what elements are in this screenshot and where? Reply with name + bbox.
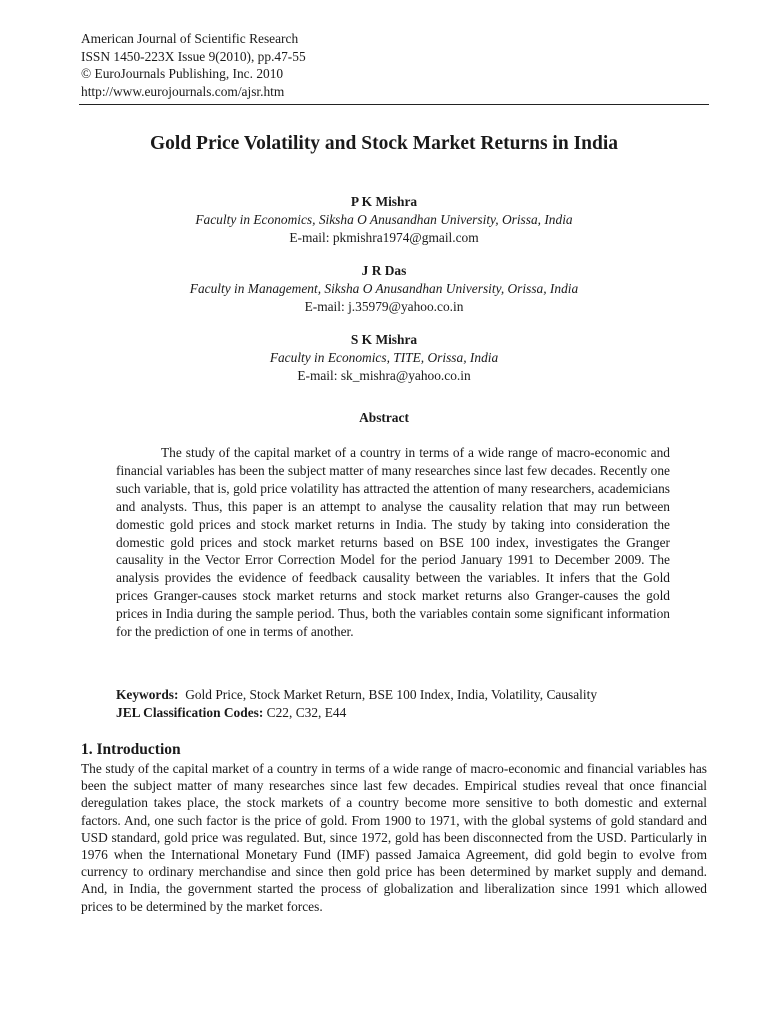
- journal-header: [81, 30, 306, 100]
- keywords-label: Keywords:: [116, 687, 179, 702]
- author-block: [0, 262, 768, 316]
- header-divider: [79, 104, 709, 105]
- jel-line: [116, 704, 696, 722]
- journal-copyright: © EuroJournals Publishing, Inc. 2010: [81, 66, 284, 81]
- journal-url: http://www.eurojournals.com/ajsr.htm: [81, 83, 285, 99]
- author-email: E-mail: pkmishra1974@gmail.com: [289, 230, 479, 245]
- jel-label: JEL Classification Codes:: [116, 705, 264, 720]
- author-affiliation: Faculty in Economics, TITE, Orissa, India: [269, 350, 499, 365]
- paper-title: Gold Price Volatility and Stock Market Returns in India: [149, 133, 619, 154]
- abstract-heading: Abstract: [359, 410, 409, 425]
- author-name: P K Mishra: [350, 194, 418, 209]
- keywords-line: [116, 686, 696, 704]
- jel-value: C22, C32, E44: [266, 705, 347, 720]
- section-heading-introduction: 1. Introduction: [81, 741, 181, 758]
- author-email: E-mail: j.35979@yahoo.co.in: [304, 299, 464, 314]
- author-block: [0, 193, 768, 247]
- author-block: [0, 331, 768, 385]
- author-affiliation: Faculty in Management, Siksha O Anusandhan University, Orissa, India: [189, 281, 579, 296]
- author-affiliation: Faculty in Economics, Siksha O Anusandhan University, Orissa, India: [195, 212, 573, 227]
- introduction-text: The study of the capital market of a country in terms of a wide range of macro-economic and financial variables has been the subject matter of many researches since last few decades. Empirical studies reveal that once financial deregulation takes place, the stock markets of a country become more sensitive to both domestic and external factors. And, one such factor is the price of gold. From 1900 to 1971, with the global systems of gold standard and USD standard, gold price was regulated. But, since 1972, gold has been disconnected from the USD. Particularly in 1976 when the International Monetary Fund (IMF) passed Jamaica Agreement, did gold begin to evolve from currency to ordinary merchandise and since then gold price has been determined by market supply and demand. And, in India, the government started the process of globalization and liberalization since 1991 which allowed prices to be determined by the market forces.: [81, 761, 707, 914]
- abstract-text: The study of the capital market of a country in terms of a wide range of macro-economic and financial variables has been the subject matter of many researches since last few decades. Recently one such variable, that is, gold price volatility has attracted the attention of many researchers, academicians and analysts. Thus, this paper is an attempt to analyse the causality relation that may run between domestic gold prices and stock market returns in India. The study by taking into consideration the domestic gold prices and stock market returns based on BSE 100 index, investigates the Granger causality in the Vector Error Correction Model for the period January 1991 to December 2009. The analysis provides the evidence of feedback causality between the variables. It infers that the Gold prices Granger-causes stock market returns and stock market returns also Granger-causes the gold prices in India during the sample period. Thus, both the variables contain some significant information for the prediction of one in terms of another.: [116, 445, 670, 640]
- author-list: [0, 193, 768, 400]
- author-name: S K Mishra: [350, 332, 418, 347]
- keywords-value: Gold Price, Stock Market Return, BSE 100 Index, India, Volatility, Causality: [185, 687, 598, 702]
- author-email: E-mail: sk_mishra@yahoo.co.in: [297, 368, 471, 383]
- keywords-block: [116, 686, 696, 722]
- author-name: J R Das: [361, 263, 407, 278]
- journal-name: American Journal of Scientific Research: [81, 31, 299, 46]
- journal-issue: ISSN 1450-223X Issue 9(2010), pp.47-55: [81, 48, 306, 64]
